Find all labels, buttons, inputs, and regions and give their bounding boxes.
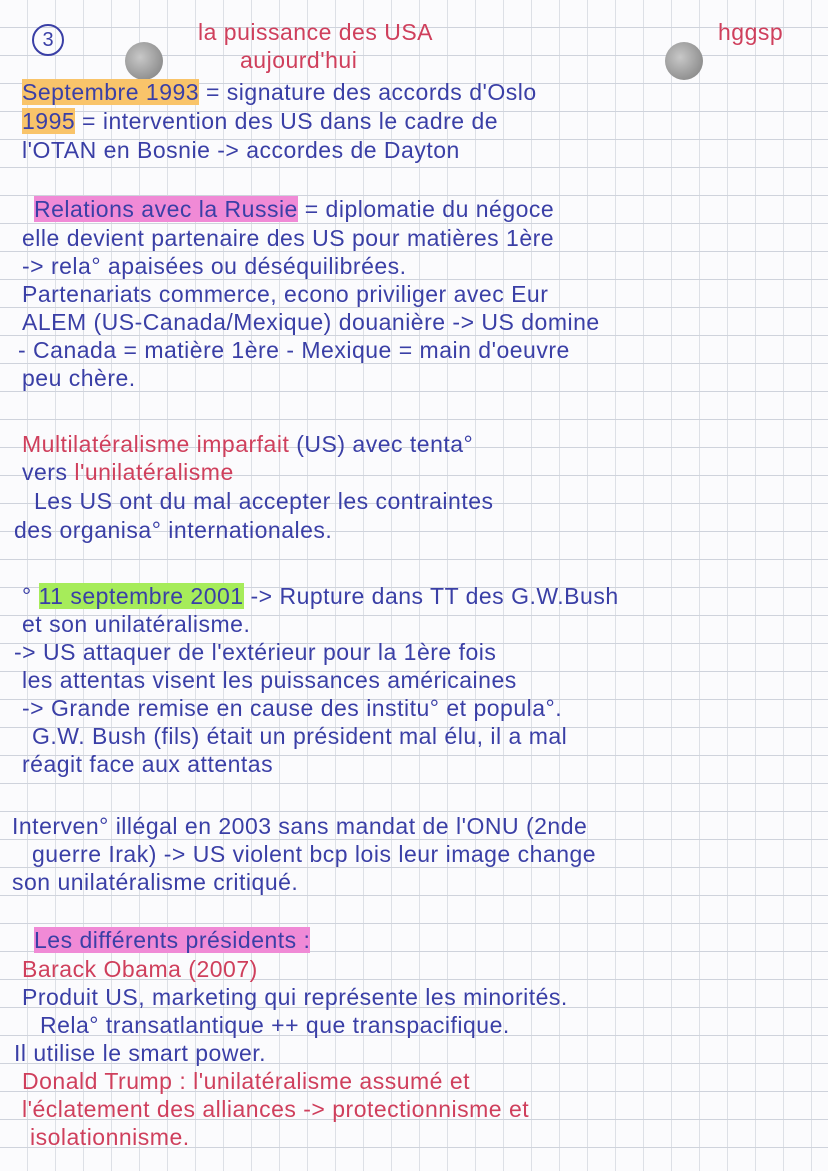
line: Interven° illégal en 2003 sans mandat de l'ONU (2nde: [12, 813, 588, 839]
line: G.W. Bush (fils) était un président mal élu, il a mal: [32, 723, 568, 749]
page-number: 3: [32, 24, 64, 56]
line: ALEM (US-Canada/Mexique) douanière -> US domine: [22, 309, 600, 335]
line: elle devient partenaire des US pour matières 1ère: [22, 225, 555, 251]
title-line-1: la puissance des USA: [198, 19, 434, 45]
text: -> Rupture dans TT des G.W.Bush: [243, 583, 619, 609]
line: l'OTAN en Bosnie -> accordes de Dayton: [22, 137, 460, 163]
binder-hole-right: [665, 42, 703, 80]
title-line-2: aujourd'hui: [240, 47, 358, 73]
line: [22, 78, 537, 106]
line: son unilatéralisme critiqué.: [12, 869, 299, 895]
line: [22, 107, 498, 135]
heading-presidents: Les différents présidents :: [34, 927, 311, 953]
line: Rela° transatlantique ++ que transpacifique.: [40, 1012, 510, 1038]
red-text: Multilatéralisme imparfait: [22, 431, 290, 457]
line: [34, 926, 310, 954]
line-trump: l'éclatement des alliances -> protectionnisme et: [22, 1096, 530, 1122]
line: Produit US, marketing qui représente les minorités.: [22, 984, 568, 1010]
line: -> rela° apaisées ou déséquilibrées.: [22, 253, 407, 279]
line: Les US ont du mal accepter les contraintes: [34, 488, 494, 514]
line: - Canada = matière 1ère - Mexique = main d'oeuvre: [18, 337, 570, 363]
line: -> Grande remise en cause des institu° et popula°.: [22, 695, 563, 721]
binder-hole-left: [125, 42, 163, 80]
line: peu chère.: [22, 365, 136, 391]
subject-label: hggsp: [718, 19, 784, 45]
line-trump: Donald Trump : l'unilatéralisme assumé et: [22, 1068, 471, 1094]
text: = diplomatie du négoce: [297, 196, 555, 222]
line: Partenariats commerce, econo priviliger avec Eur: [22, 281, 549, 307]
line: des organisa° internationales.: [14, 517, 333, 543]
line: [22, 582, 619, 610]
highlight-date: 11 septembre 2001: [38, 583, 244, 609]
line: Il utilise le smart power.: [14, 1040, 267, 1066]
line: [22, 430, 473, 458]
highlight-date: 1995: [22, 108, 76, 134]
bullet: °: [22, 583, 32, 609]
text: = intervention des US dans le cadre de: [75, 108, 499, 134]
text: (US) avec tenta°: [289, 431, 474, 457]
text: vers: [22, 459, 75, 485]
line: [34, 195, 554, 223]
line: -> US attaquer de l'extérieur pour la 1ère fois: [14, 639, 497, 665]
line: réagit face aux attentas: [22, 751, 274, 777]
text: = signature des accords d'Oslo: [199, 79, 537, 105]
line: [22, 458, 234, 486]
heading-russia: Relations avec la Russie: [34, 196, 298, 222]
line-obama: Barack Obama (2007): [22, 956, 258, 982]
line: et son unilatéralisme.: [22, 611, 251, 637]
line: les attentas visent les puissances américaines: [22, 667, 517, 693]
line-trump: isolationnisme.: [30, 1124, 190, 1150]
highlight-date: Septembre 1993: [22, 79, 200, 105]
line: guerre Irak) -> US violent bcp lois leur image change: [32, 841, 597, 867]
red-text: l'unilatéralisme: [74, 459, 234, 485]
